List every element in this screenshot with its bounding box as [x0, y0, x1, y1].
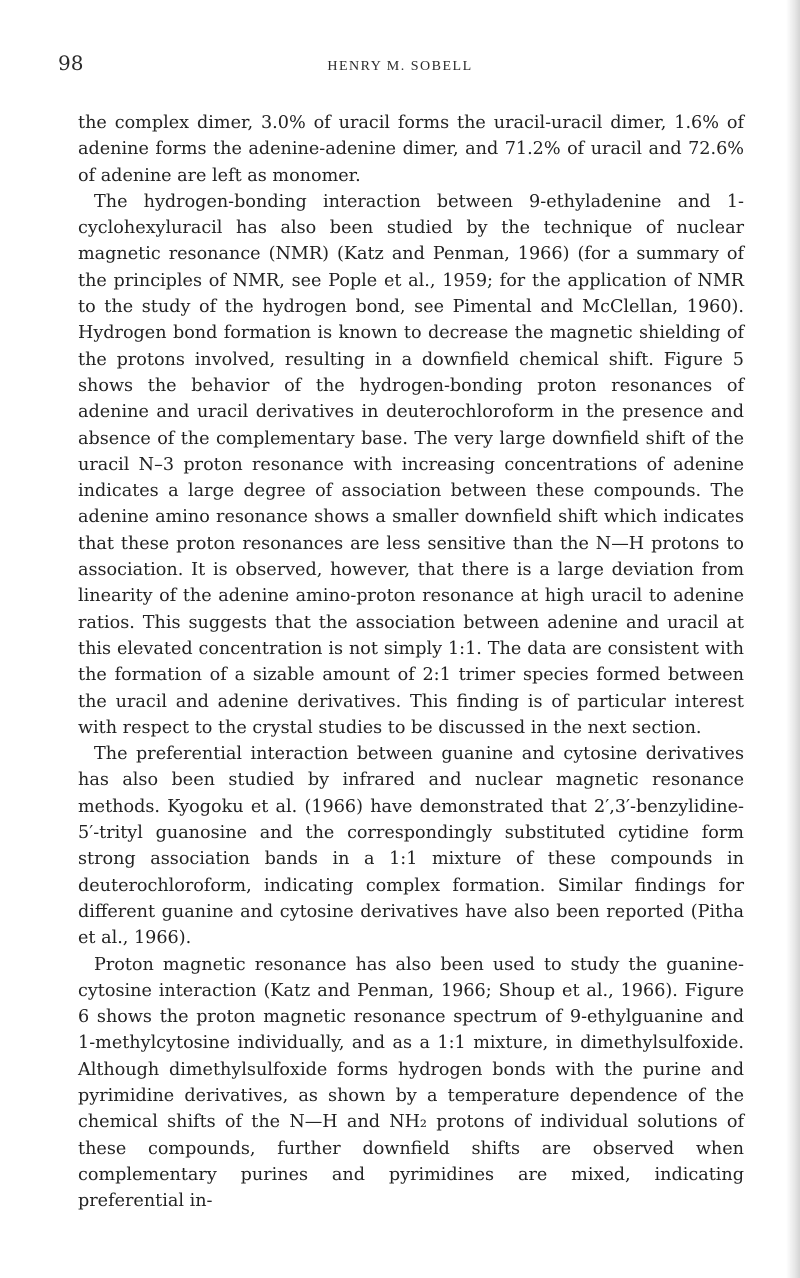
paragraph-2: The hydrogen-bonding interaction between 9-ethyladenine and 1-cyclohexyluracil has also been studied by the technique of nuclear magnetic resonance (NMR) (Katz and Penman, 1966) (for a summary of the principles of NMR, see Pople et al., 1959; for the application of NMR to the study of the hydrogen bond, see Pimental and McClellan, 1960). Hydrogen bond formation is known to decrease the magnetic shielding of the protons involved, resulting in a downfield chemical shift. Figure 5 shows the behavior of the hydrogen-bonding proton resonances of adenine and uracil derivatives in deuterochloroform in the presence and absence of the complementary base. The very large downfield shift of the uracil N–3 proton resonance with increasing concentrations of adenine indicates a large degree of association between these compounds. The adenine amino resonance shows a smaller downfield shift which indicates that these proton resonances are less sensitive than the N—H protons to association. It is observed, however, that there is a large deviation from linearity of the adenine amino-proton resonance at high uracil to adenine ratios. This suggests that the association between adenine and uracil at this elevated concentration is not simply 1:1. The data are consistent with the formation of a sizable amount of 2:1 trimer species formed between the uracil and adenine derivatives. This finding is of particular interest with respect to the crystal studies to be discussed in the next section. — [78, 191, 744, 738]
paragraph-4: Proton magnetic resonance has also been used to study the guanine-cytosine interaction (Katz and Penman, 1966; Shoup et al., 1966). Figure 6 shows the proton magnetic resonance spectrum of 9-ethylguanine and 1-methylcytosine individually, and as a 1:1 mixture, in dimethylsulfoxide. Although dimethylsulfoxide forms hydrogen bonds with the purine and pyrimidine derivatives, as shown by a temperature dependence of the chemical shifts of the N—H and NH₂ protons of individual solutions of these compounds, further downfield shifts are observed when complementary purines and pyrimidines are mixed, indicating preferential in- — [78, 954, 744, 1212]
paragraph-1: the complex dimer, 3.0% of uracil forms the uracil-uracil dimer, 1.6% of adenine forms the adenine-adenine dimer, and 71.2% of uracil and 72.6% of adenine are left as monomer. — [78, 113, 744, 186]
paragraph-3: The preferential interaction between guanine and cytosine derivatives has also been studied by infrared and nuclear magnetic resonance methods. Kyogoku et al. (1966) have demonstrated that 2′,3′-benzylidine-5′-trityl guanosine and the correspondingly substituted cytidine form strong association bands in a 1:1 mixture of these compounds in deuterochloroform, indicating complex formation. Similar findings for different guanine and cytosine derivatives have also been reported (Pitha et al., 1966). — [78, 744, 744, 949]
body-text — [78, 110, 744, 1214]
running-head: HENRY M. SOBELL — [327, 59, 473, 74]
page-number: 98 — [58, 51, 84, 75]
page-edge-shadow — [786, 0, 800, 1278]
